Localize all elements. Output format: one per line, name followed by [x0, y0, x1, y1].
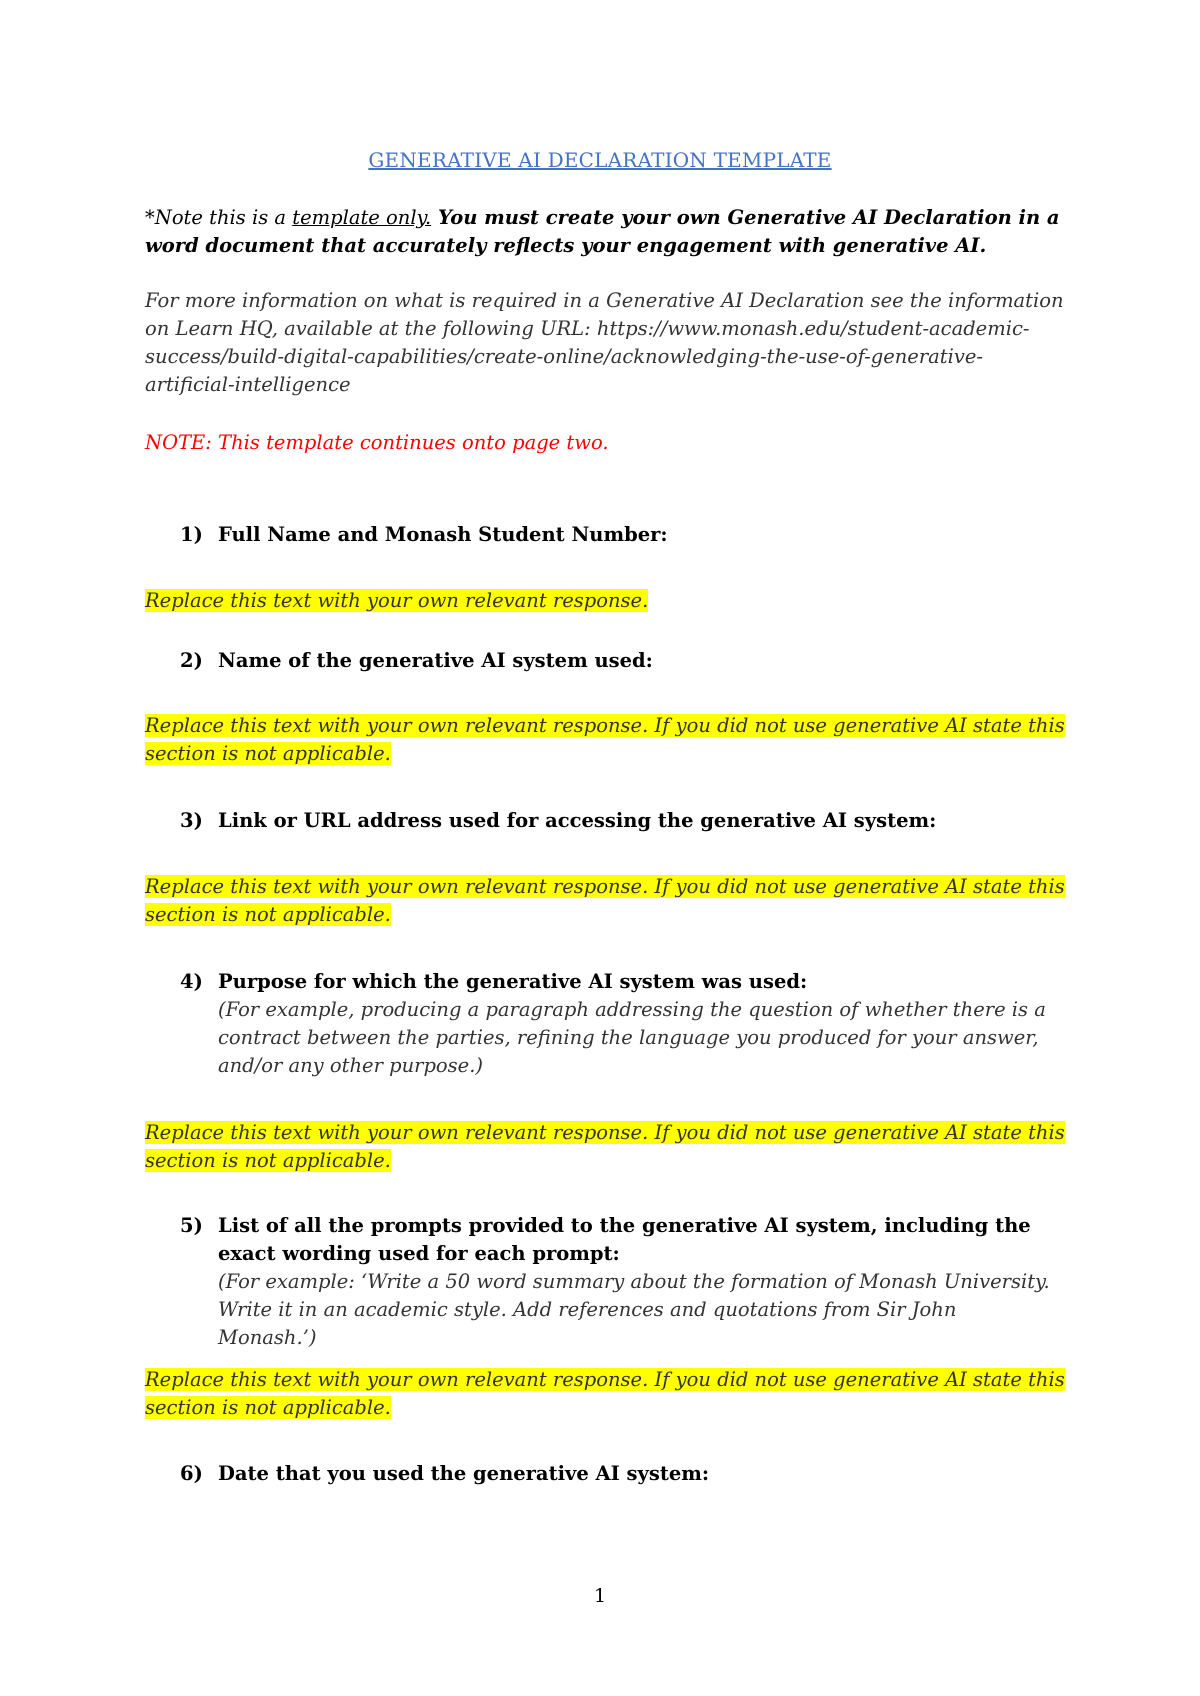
question-6: [180, 1460, 1060, 1488]
continuation-note: NOTE: This template continues onto page two.: [145, 431, 609, 454]
answer-placeholder: Replace this text with your own relevant response. If you did not use generative AI state this section is not applicable.: [145, 1368, 1065, 1419]
answer-5: [145, 1366, 1065, 1422]
info-paragraph: For more information on what is required in a Generative AI Declaration see the information on Learn HQ, available at the following URL: https://www.monash.edu/student-academic-success/build-digital-capabilities/create-online/acknowledging-the-use-of-generative-artificial-intelligence: [145, 289, 1064, 396]
question-number: 4): [180, 970, 203, 993]
question-text: Name of the generative AI system used:: [218, 649, 653, 672]
question-number: 2): [180, 649, 203, 672]
question-number: 3): [180, 809, 203, 832]
document-title: GENERATIVE AI DECLARATION TEMPLATE: [368, 148, 832, 172]
question-text: Purpose for which the generative AI system was used:: [218, 970, 808, 993]
question-5: [180, 1212, 1060, 1352]
answer-3: [145, 873, 1065, 929]
question-text: List of all the prompts provided to the generative AI system, including the exact wording used for each prompt:: [218, 1214, 1031, 1265]
answer-1: [145, 587, 1065, 615]
question-text: Link or URL address used for accessing the generative AI system:: [218, 809, 937, 832]
page-number: 1: [593, 1585, 607, 1607]
question-1: [180, 521, 1060, 549]
answer-placeholder: Replace this text with your own relevant response. If you did not use generative AI state this section is not applicable.: [145, 875, 1065, 926]
question-hint: (For example, producing a paragraph addressing the question of whether there is a contract between the parties, refining the language you produced for your answer, and/or any other purpose.): [218, 998, 1046, 1077]
answer-placeholder: Replace this text with your own relevant response. If you did not use generative AI state this section is not applicable.: [145, 714, 1065, 765]
question-4: [180, 968, 1060, 1080]
question-number: 6): [180, 1462, 203, 1485]
question-number: 5): [180, 1214, 203, 1237]
note-bold: You must create your own Generative AI Declaration in a word document that accurately reflects your engagement with generative AI.: [145, 206, 1060, 257]
question-text: Date that you used the generative AI system:: [218, 1462, 710, 1485]
answer-2: [145, 712, 1065, 768]
answer-placeholder: Replace this text with your own relevant response. If you did not use generative AI state this section is not applicable.: [145, 1121, 1065, 1172]
question-2: [180, 647, 1060, 675]
question-number: 1): [180, 523, 203, 546]
answer-placeholder: Replace this text with your own relevant response.: [145, 589, 649, 612]
answer-4: [145, 1119, 1065, 1175]
note-prefix: *Note this is a: [145, 206, 293, 229]
template-note: [145, 204, 1065, 260]
note-underlined: template only.: [292, 206, 432, 229]
question-hint: (For example: ‘Write a 50 word summary about the formation of Monash University. Write it in an academic style. Add references and quotations from Sir John Monash.’): [218, 1270, 1050, 1349]
question-3: [180, 807, 1060, 835]
question-text: Full Name and Monash Student Number:: [218, 523, 668, 546]
